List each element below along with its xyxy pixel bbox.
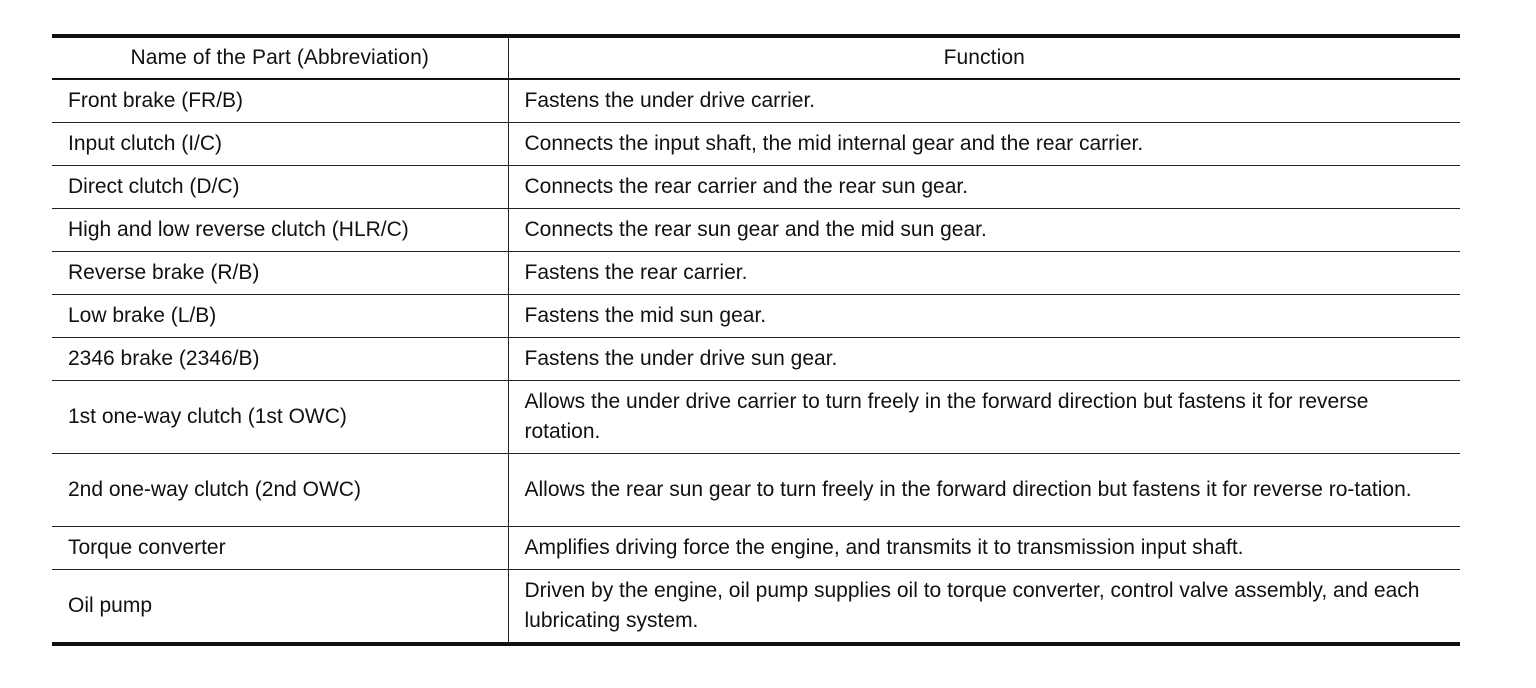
table-row — [52, 338, 1460, 381]
table-row — [52, 570, 1460, 645]
table-row — [52, 79, 1460, 123]
function-cell: Fastens the mid sun gear. — [508, 295, 1460, 338]
table-row — [52, 252, 1460, 295]
part-name-cell: Low brake (L/B) — [52, 295, 508, 338]
function-cell: Allows the rear sun gear to turn freely in the forward direction but fastens it for reverse ro-tation. — [508, 454, 1460, 527]
part-name-cell: 1st one-way clutch (1st OWC) — [52, 381, 508, 454]
header-part-name: Name of the Part (Abbreviation) — [52, 36, 508, 79]
function-cell: Allows the under drive carrier to turn freely in the forward direction but fastens it for reverse rotation. — [508, 381, 1460, 454]
table-row — [52, 295, 1460, 338]
function-cell: Connects the rear carrier and the rear sun gear. — [508, 166, 1460, 209]
part-name-cell: High and low reverse clutch (HLR/C) — [52, 209, 508, 252]
table-row — [52, 166, 1460, 209]
table-row — [52, 123, 1460, 166]
function-cell: Fastens the under drive sun gear. — [508, 338, 1460, 381]
part-name-cell: Direct clutch (D/C) — [52, 166, 508, 209]
function-cell: Driven by the engine, oil pump supplies oil to torque converter, control valve assembly, and each lubricating system. — [508, 570, 1460, 645]
function-cell: Amplifies driving force the engine, and transmits it to transmission input shaft. — [508, 527, 1460, 570]
table-row — [52, 209, 1460, 252]
part-name-cell: 2346 brake (2346/B) — [52, 338, 508, 381]
table-row — [52, 381, 1460, 454]
table-row — [52, 527, 1460, 570]
function-cell: Fastens the under drive carrier. — [508, 79, 1460, 123]
function-cell: Connects the rear sun gear and the mid sun gear. — [508, 209, 1460, 252]
part-name-cell: Oil pump — [52, 570, 508, 645]
parts-function-table — [52, 34, 1460, 646]
part-name-cell: Reverse brake (R/B) — [52, 252, 508, 295]
part-name-cell: 2nd one-way clutch (2nd OWC) — [52, 454, 508, 527]
part-name-cell: Torque converter — [52, 527, 508, 570]
table-row — [52, 454, 1460, 527]
part-name-cell: Input clutch (I/C) — [52, 123, 508, 166]
part-name-cell: Front brake (FR/B) — [68, 89, 244, 112]
header-function: Function — [508, 36, 1460, 79]
table-header-row — [52, 36, 1460, 79]
function-cell: Fastens the rear carrier. — [508, 252, 1460, 295]
function-cell: Connects the input shaft, the mid internal gear and the rear carrier. — [508, 123, 1460, 166]
